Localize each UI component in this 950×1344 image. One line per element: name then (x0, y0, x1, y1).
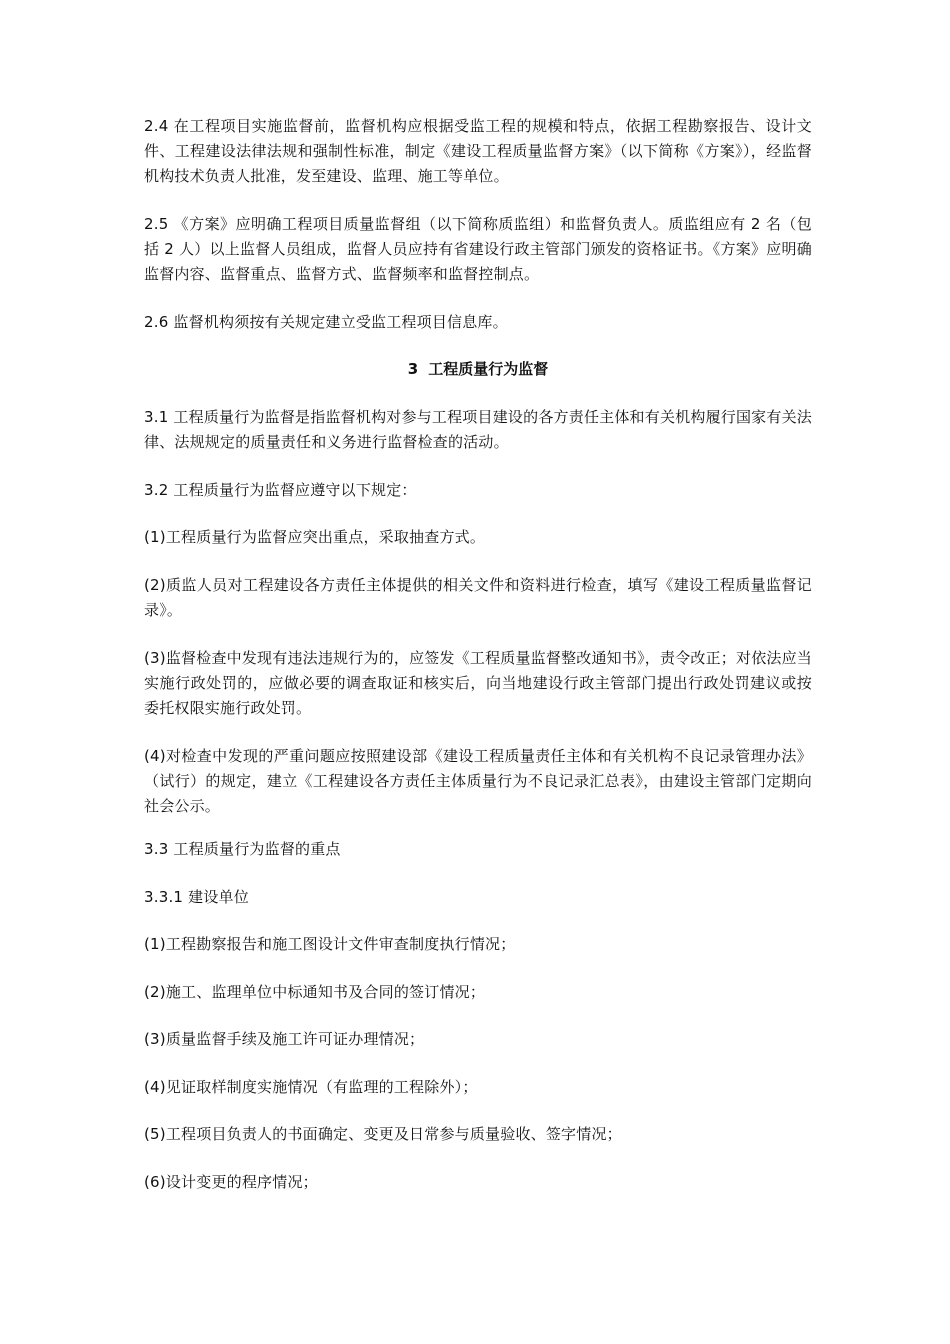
list-item: (2)施工、监理单位中标通知书及合同的签订情况； (144, 983, 486, 1001)
list-item: (4)见证取样制度实施情况（有监理的工程除外）； (144, 1078, 478, 1096)
paragraph-2-5: 2.5 《方案》应明确工程项目质量监督组（以下简称质监组）和监督负责人。质监组应有 2 名（包括 2 人）以上监督人员组成，监督人员应持有省建设行政主管部门颁发的资格证书。《方案》应明确监督内容、监督重点、监督方式、监督频率和监督控制点。 (144, 215, 812, 283)
list-item: (5)工程项目负责人的书面确定、变更及日常参与质量验收、签字情况； (144, 1125, 622, 1143)
paragraph-3-2-1: (1)工程质量行为监督应突出重点，采取抽查方式。 (144, 528, 486, 546)
section-number: 3 (407, 360, 419, 378)
section-heading (144, 357, 812, 382)
list-item: (6)设计变更的程序情况； (144, 1173, 318, 1191)
section-title: 工程质量行为监督 (428, 360, 549, 378)
paragraph-3-2: 3.2 工程质量行为监督应遵守以下规定： (144, 481, 417, 499)
paragraph-3-3-1: 3.3.1 建设单位 (144, 888, 249, 906)
list-item: (3)质量监督手续及施工许可证办理情况； (144, 1030, 425, 1048)
paragraph-3-2-3: (3)监督检查中发现有违法违规行为的，应签发《工程质量监督整改通知书》，责令改正；对依法应当实施行政处罚的，应做必要的调查取证和核实后，向当地建设行政主管部门提出行政处罚建议或按委托权限实施行政处罚。 (144, 649, 812, 717)
paragraph-3-2-4: (4)对检查中发现的严重问题应按照建设部《建设工程质量责任主体和有关机构不良记录管理办法》（试行）的规定，建立《工程建设各方责任主体质量行为不良记录汇总表》，由建设主管部门定期向社会公示。 (144, 747, 812, 815)
list-item: (1)工程勘察报告和施工图设计文件审查制度执行情况； (144, 935, 516, 953)
paragraph-2-6: 2.6 监督机构须按有关规定建立受监工程项目信息库。 (144, 313, 508, 331)
paragraph-3-2-2: (2)质监人员对工程建设各方责任主体提供的相关文件和资料进行检查，填写《建设工程质量监督记录》。 (144, 576, 812, 619)
paragraph-2-4: 2.4 在工程项目实施监督前，监督机构应根据受监工程的规模和特点，依据工程勘察报告、设计文件、工程建设法律法规和强制性标准，制定《建设工程质量监督方案》（以下简称《方案》），经监督机构技术负责人批准，发至建设、监理、施工等单位。 (144, 117, 812, 185)
paragraph-3-1: 3.1 工程质量行为监督是指监督机构对参与工程项目建设的各方责任主体和有关机构履行国家有关法律、法规规定的质量责任和义务进行监督检查的活动。 (144, 408, 812, 451)
paragraph-3-3: 3.3 工程质量行为监督的重点 (144, 840, 341, 858)
